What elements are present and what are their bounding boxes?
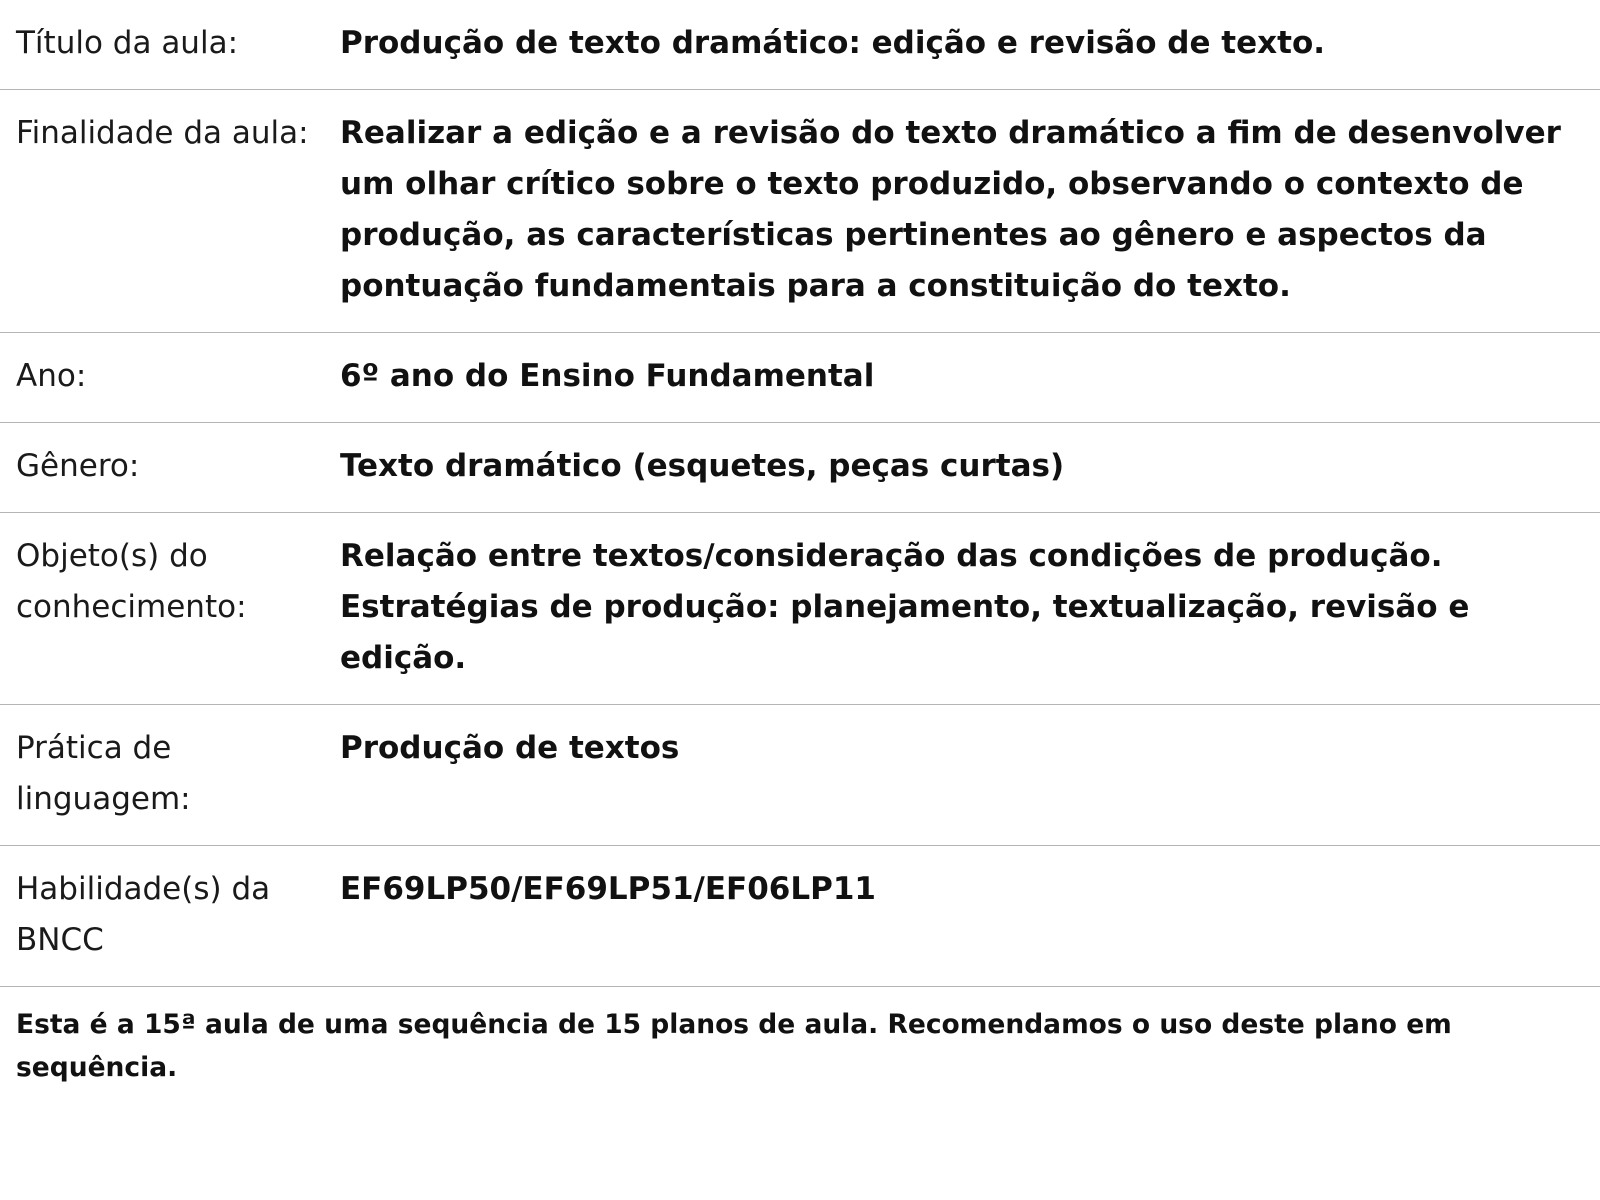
row-lesson-purpose	[0, 90, 1600, 333]
row-genre	[0, 423, 1600, 513]
genre-value: Texto dramático (esquetes, peças curtas)	[340, 423, 1600, 513]
lesson-purpose-label: Finalidade da aula:	[0, 90, 340, 333]
knowledge-objects-value: Relação entre textos/consideração das condições de produção. Estratégias de produção: planejamento, textualização, revisão e edição.	[340, 513, 1600, 705]
row-knowledge-objects	[0, 513, 1600, 705]
lesson-purpose-value: Realizar a edição e a revisão do texto dramático a fim de desenvolver um olhar crítico sobre o texto produzido, observando o contexto de produção, as características pertinentes ao gênero e aspectos da pontuação fundamentais para a constituição do texto.	[340, 90, 1600, 333]
sequence-note: Esta é a 15ª aula de uma sequência de 15 planos de aula. Recomendamos o uso deste plano em sequência.	[16, 1009, 1452, 1083]
row-lesson-title	[0, 0, 1600, 90]
bncc-skills-value: EF69LP50/EF69LP51/EF06LP11	[340, 846, 1600, 987]
lesson-title-label: Título da aula:	[0, 0, 340, 90]
language-practice-label: Prática de linguagem:	[0, 705, 340, 846]
row-language-practice	[0, 705, 1600, 846]
row-bncc-skills	[0, 846, 1600, 987]
school-year-label: Ano:	[0, 333, 340, 423]
genre-label: Gênero:	[0, 423, 340, 513]
row-school-year	[0, 333, 1600, 423]
bncc-skills-label: Habilidade(s) da BNCC	[0, 846, 340, 987]
lesson-title-value: Produção de texto dramático: edição e revisão de texto.	[340, 0, 1600, 90]
knowledge-objects-label: Objeto(s) do conhecimento:	[0, 513, 340, 705]
language-practice-value: Produção de textos	[340, 705, 1600, 846]
school-year-value: 6º ano do Ensino Fundamental	[340, 333, 1600, 423]
